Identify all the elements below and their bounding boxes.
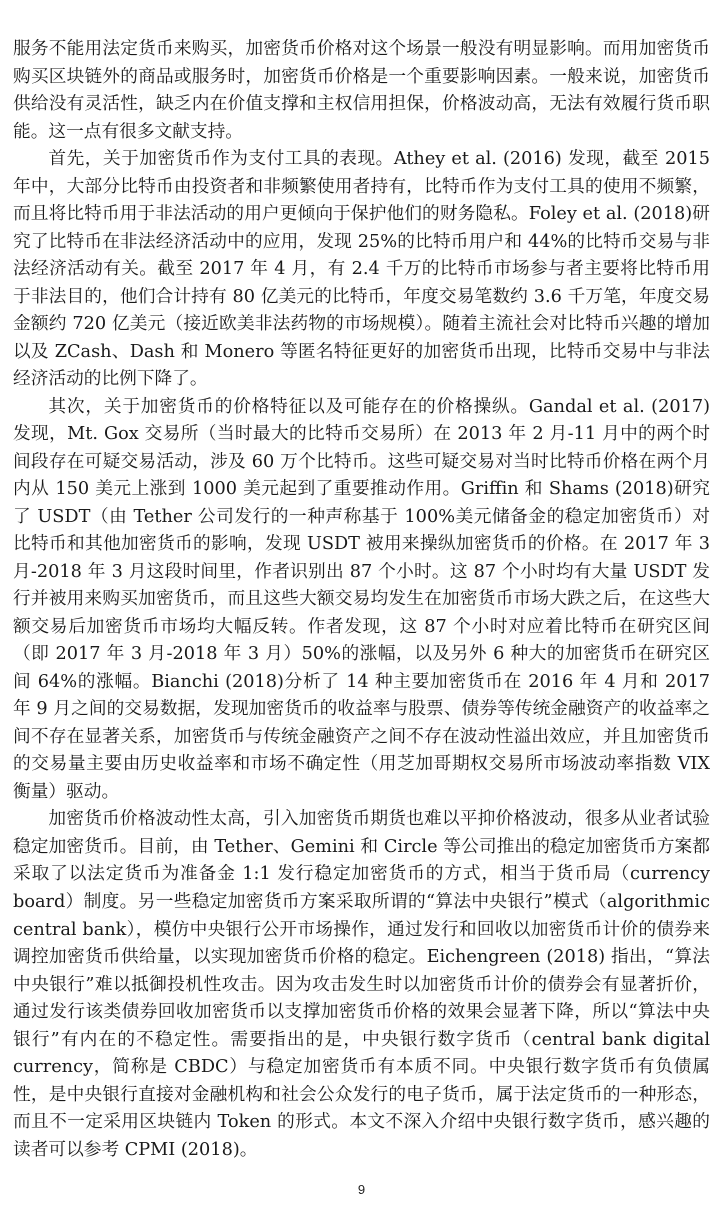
paragraph-price-manipulation: 其次，关于加密货币的价格特征以及可能存在的价格操纵。Gandal et al. (2017) 发现，Mt. Gox 交易所（当时最大的比特币交易所）在 2013 年 2 月-11 月中的两个时间段存在可疑交易活动，涉及 60 万个比特币。这些可疑交易对当时比特币价格在两个月内从 150 美元上涨到 1000 美元起到了重要推动作用。Griffin 和 Shams (2018)研究了 USDT（由 Tether 公司发行的一种声称基于 100%美元储备金的稳定加密货币）对比特币和其他加密货币的影响，发现 USDT 被用来操纵加密货币的价格。在 2017 年 3 月-2018 年 3 月这段时间里，作者识别出 87 个小时。这 87 个小时均有大量 USDT 发行并被用来购买加密货币，而且这些大额交易均发生在加密货币市场大跌之后，在这些大额交易后加密货币市场均大幅反转。作者发现，这 87 个小时对应着比特币在研究区间（即 2017 年 3 月-2018 年 3 月）50%的涨幅，以及另外 6 种大的加密货币在研究区间 64%的涨幅。Bianchi (2018)分析了 14 种主要加密货币在 2016 年 4 月和 2017 年 9 月之间的交易数据，发现加密货币的收益率与股票、债券等传统金融资产的收益率之间不存在显著关系，加密货币与传统金融资产之间不存在波动性溢出效应，并且加密货币的交易量主要由历史收益率和市场不确定性（用芝加哥期权交易所市场波动率指数 VIX 衡量）驱动。 bbox=[13, 396, 710, 802]
paragraph-payment-tool: 首先，关于加密货币作为支付工具的表现。Athey et al. (2016) 发现，截至 2015 年中，大部分比特币由投资者和非频繁使用者持有，比特币作为支付工具的使用不频繁，而且将比特币用于非法活动的用户更倾向于保护他们的财务隐私。Foley et al. (2018)研究了比特币在非法经济活动中的应用，发现 25%的比特币用户和 44%的比特币交易与非法经济活动有关。截至 2017 年 4 月，有 2.4 千万的比特币市场参与者主要将比特币用于非法目的，他们合计持有 80 亿美元的比特币，年度交易笔数约 3.6 千万笔，年度交易金额约 720 亿美元（接近欧美非法药物的市场规模）。随着主流社会对比特币兴趣的增加以及 ZCash、Dash 和 Monero 等匿名特征更好的加密货币出现，比特币交易中与非法经济活动的比例下降了。 bbox=[13, 149, 710, 390]
paragraph-stablecoins: 加密货币价格波动性太高，引入加密货币期货也难以平抑价格波动，很多从业者试验稳定加密货币。目前，由 Tether、Gemini 和 Circle 等公司推出的稳定加密货币方案都采取了以法定货币为准备金 1:1 发行稳定加密货币的方式，相当于货币局（currency board）制度。另一些稳定加密货币方案采取所谓的“算法中央银行”模式（algorithmic central bank），模仿中央银行公开市场操作，通过发行和回收以加密货币计价的债券来调控加密货币供给量，以实现加密货币价格的稳定。Eichengreen (2018) 指出，“算法中央银行”难以抵御投机性攻击。因为攻击发生时以加密货币计价的债券会有显著折价，通过发行该类债券回收加密货币以支撑加密货币价格的效果会显著下降，所以“算法中央银行”有内在的不稳定性。需要指出的是，中央银行数字货币（central bank digital currency，简称是 CBDC）与稳定加密货币有本质不同。中央银行数字货币有负债属性，是中央银行直接对金融机构和社会公众发行的电子货币，属于法定货币的一种形态，而且不一定采用区块链内 Token 的形式。本文不深入介绍中央银行数字货币，感兴趣的读者可以参考 CPMI (2018)。 bbox=[13, 809, 710, 1160]
page-number: 9 bbox=[357, 1182, 366, 1197]
paragraph-continued: 服务不能用法定货币来购买，加密货币价格对这个场景一般没有明显影响。而用加密货币购买区块链外的商品或服务时，加密货币价格是一个重要影响因素。一般来说，加密货币供给没有灵活性，缺乏内在价值支撑和主权信用担保，价格波动高，无法有效履行货币职能。这一点有很多文献支持。 bbox=[13, 39, 710, 142]
body-text bbox=[13, 36, 710, 1164]
